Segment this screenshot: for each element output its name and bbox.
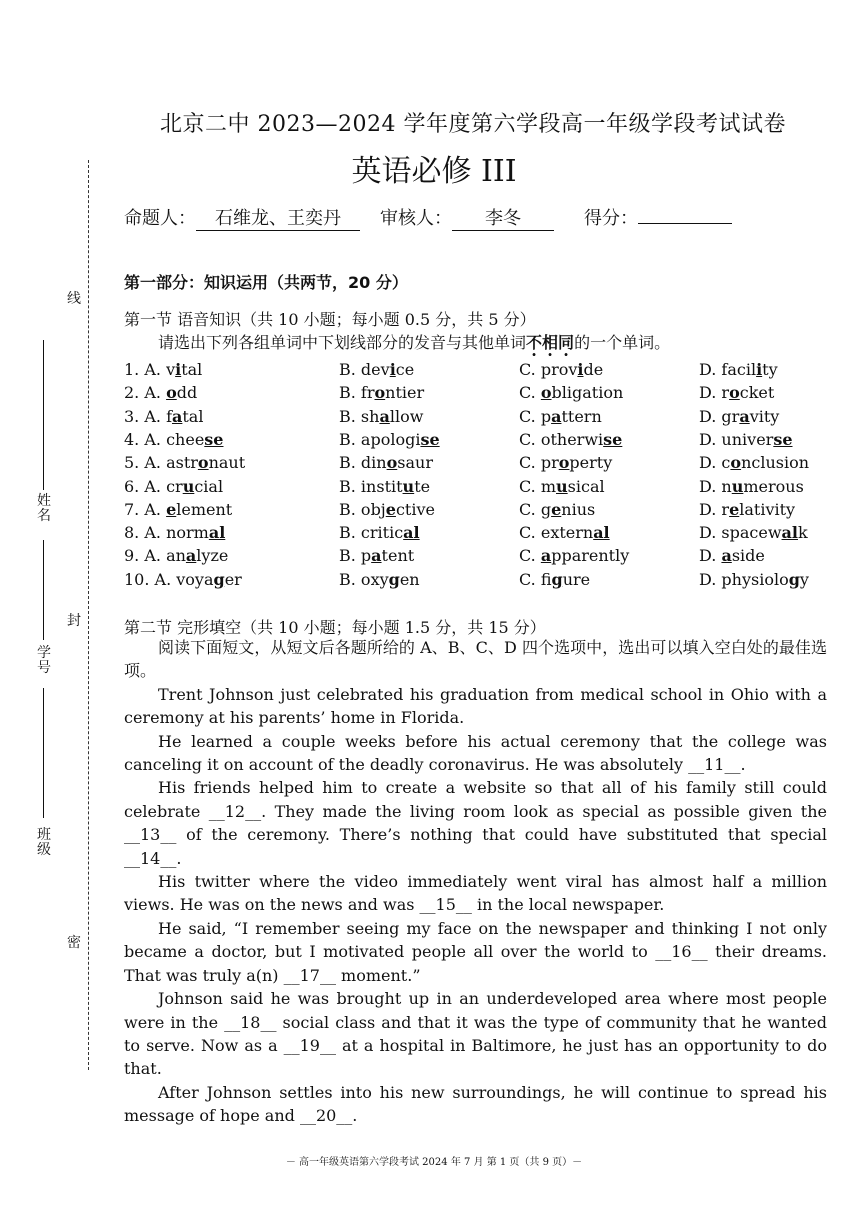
option-choice: C. pattern — [519, 406, 602, 426]
section1-instruction — [158, 330, 670, 353]
option-choice: D. facility — [699, 360, 778, 379]
seal-char-seal: 封 — [67, 613, 81, 629]
name-label: 姓名 — [37, 493, 51, 524]
underlined-letters: a — [540, 546, 552, 566]
option-choice: B. patent — [339, 546, 415, 566]
cloze-passage — [124, 636, 827, 1128]
setter-value: 石维龙、王奕丹 — [196, 204, 360, 231]
option-choice: 2. A. odd — [124, 383, 198, 403]
option-choice: D. physiology — [699, 569, 809, 589]
underlined-letters: u — [556, 476, 568, 496]
underlined-letters: o — [166, 383, 177, 403]
class-blank-line — [43, 688, 44, 818]
passage-paragraph: Johnson said he was brought up in an underdeveloped area where most people were in the __18__ social class and that it was the type of community that he wanted to serve. Now as a __19__ at a hospital in Baltimore, he just has an opportunity to do that. — [124, 989, 827, 1079]
option-choice: D. aside — [699, 546, 765, 566]
option-choice: 6. A. crucial — [124, 476, 224, 496]
instruction-emphasis — [526, 333, 574, 352]
underlined-letters: o — [540, 383, 552, 403]
underlined-letters: se — [420, 429, 440, 449]
option-choice: 9. A. analyze — [124, 546, 229, 566]
passage-paragraph: Trent Johnson just celebrated his graduation from medical school in Ohio with a ceremony at his parents’ home in Florida. — [124, 684, 827, 728]
option-choice: D. numerous — [699, 476, 804, 496]
option-choice: B. device — [339, 360, 415, 379]
option-choice: D. universe — [699, 429, 793, 449]
underlined-letters: al — [781, 523, 798, 543]
student-id-label: 学号 — [37, 645, 51, 676]
question-row — [124, 523, 824, 546]
underlined-letters: o — [197, 453, 209, 473]
underlined-letters: se — [603, 429, 623, 449]
option-choice: D. rocket — [699, 383, 775, 403]
setter-label: 命题人： — [124, 208, 196, 229]
reviewer-line — [380, 204, 554, 231]
underlined-letters: a — [379, 406, 390, 426]
option-choice: C. genius — [519, 499, 596, 519]
option-choice: C. external — [519, 523, 610, 543]
id-blank-line — [43, 540, 44, 640]
option-choice: B. dinosaur — [339, 453, 433, 473]
emphasis-char: 同 — [558, 333, 575, 352]
class-label: 班级 — [37, 827, 51, 858]
option-choice: 10. A. voyager — [124, 569, 242, 589]
underlined-letters: al — [208, 523, 226, 543]
option-choice: D. conclusion — [699, 453, 810, 473]
option-choice: B. institute — [339, 476, 431, 496]
option-choice: C. obligation — [519, 383, 624, 403]
underlined-letters: i — [389, 360, 396, 379]
underlined-letters: i — [175, 360, 182, 379]
section1-title: 第一节 语音知识（共 10 小题；每小题 0.5 分，共 5 分） — [124, 310, 536, 329]
instruction-text-end: 的一个单词。 — [574, 333, 671, 352]
setter-line — [124, 204, 360, 231]
score-label: 得分： — [584, 208, 638, 229]
underlined-letters: u — [731, 476, 744, 496]
option-choice: C. apparently — [519, 546, 630, 566]
option-choice: C. provide — [519, 360, 604, 379]
underlined-letters: g — [551, 569, 563, 589]
underlined-letters: e — [551, 499, 562, 519]
underlined-letters: o — [729, 383, 740, 403]
question-row — [124, 546, 824, 569]
underlined-letters: u — [182, 476, 195, 496]
seal-char-line: 线 — [67, 291, 81, 307]
option-choice: B. critical — [339, 523, 420, 543]
exam-title: 北京二中 2023—2024 学年度第六学段高一年级学段考试试卷 — [160, 112, 786, 137]
underlined-letters: i — [577, 360, 584, 379]
question-row — [124, 430, 824, 453]
underlined-letters: o — [558, 453, 570, 473]
instruction-text: 请选出下列各组单词中下划线部分的发音与其他单词 — [158, 333, 527, 352]
passage-paragraph: He said, “I remember seeing my face on the newspaper and thinking I not only became a doctor, but I motivated people all over the world to __16__ their dreams. That was truly a(n) __17__ moment.” — [124, 918, 827, 985]
passage-paragraph: He learned a couple weeks before his actual ceremony that the college was canceling it on account of the deadly coronavirus. He was absolutely __11__. — [124, 731, 827, 775]
underlined-letters: g — [213, 569, 225, 589]
page-footer: － 高一年级英语第六学段考试 2024 年 7 月 第 1 页（共 9 页）－ — [285, 1157, 583, 1168]
passage-paragraph: His friends helped him to create a website so that all of his family still could celebrate __12__. They made the living room look as special as possible given the __13__ of the ceremony. There’s nothing that could have substituted that special __14__. — [124, 778, 827, 868]
seal-char-secret: 密 — [67, 935, 81, 951]
question-row — [124, 477, 824, 500]
underlined-letters: a — [185, 546, 197, 566]
underlined-letters: o — [730, 453, 742, 473]
question-row — [124, 570, 824, 593]
underlined-letters: al — [403, 523, 420, 543]
option-choice: 7. A. element — [124, 499, 233, 519]
question-row — [124, 360, 824, 383]
underlined-letters: a — [172, 406, 183, 426]
part1-title: 第一部分：知识运用（共两节，20 分） — [124, 273, 408, 292]
cloze-instruction: 阅读下面短文，从短文后各题所给的 A、B、C、D 四个选项中，选出可以填入空白处的最佳选项。 — [124, 638, 827, 681]
underlined-letters: a — [371, 546, 382, 566]
option-choice: 4. A. cheese — [124, 429, 224, 449]
passage-paragraph: His twitter where the video immediately went viral has almost half a million views. He was on the news and was __15__ in the local newspaper. — [124, 872, 827, 915]
underlined-letters: o — [386, 453, 398, 473]
option-choice: C. figure — [519, 569, 591, 589]
binding-dashed-line — [88, 160, 89, 1070]
question-row — [124, 383, 824, 406]
underlined-letters: g — [788, 569, 800, 589]
option-choice: C. musical — [519, 476, 605, 496]
underlined-letters: a — [739, 406, 750, 426]
option-choice: D. relativity — [699, 499, 796, 519]
underlined-letters: u — [402, 476, 415, 496]
option-choice: D. gravity — [699, 406, 780, 426]
underlined-letters: al — [593, 523, 610, 543]
question-row — [124, 453, 824, 476]
underlined-letters: a — [551, 406, 562, 426]
option-choice: B. objective — [339, 499, 435, 519]
score-blank[interactable] — [638, 223, 732, 224]
option-choice: 8. A. normal — [124, 523, 226, 543]
score-line — [584, 204, 732, 230]
option-choice: C. property — [519, 453, 613, 473]
emphasis-char: 不 — [526, 333, 543, 352]
reviewer-label: 审核人： — [380, 208, 452, 229]
underlined-letters: se — [204, 429, 224, 449]
underlined-letters: se — [773, 429, 793, 449]
option-choice: B. shallow — [339, 406, 424, 426]
option-choice: 5. A. astronaut — [124, 453, 246, 473]
option-choice: D. spacewalk — [699, 523, 808, 543]
underlined-letters: e — [729, 499, 740, 519]
underlined-letters: i — [756, 360, 763, 379]
option-choice: B. frontier — [339, 383, 425, 403]
option-choice: B. oxygen — [339, 569, 420, 589]
option-choice: B. apologise — [339, 429, 440, 449]
option-choice: 3. A. fatal — [124, 406, 204, 426]
question-row — [124, 500, 824, 523]
passage-paragraph: After Johnson settles into his new surroundings, he will continue to spread his message of hope and __20__. — [124, 1082, 827, 1126]
underlined-letters: o — [374, 383, 386, 403]
underlined-letters: g — [388, 569, 400, 589]
option-choice: C. otherwise — [519, 429, 623, 449]
exam-subtitle: 英语必修 III — [351, 154, 517, 189]
underlined-letters: e — [166, 499, 177, 519]
option-choice: 1. A. vital — [124, 360, 203, 379]
name-blank-line — [43, 340, 44, 490]
question-row — [124, 407, 824, 430]
underlined-letters: e — [385, 499, 396, 519]
emphasis-char: 相 — [542, 333, 559, 352]
underlined-letters: a — [721, 546, 732, 566]
section2-title: 第二节 完形填空（共 10 小题；每小题 1.5 分，共 15 分） — [124, 618, 546, 637]
reviewer-value: 李冬 — [452, 204, 554, 231]
